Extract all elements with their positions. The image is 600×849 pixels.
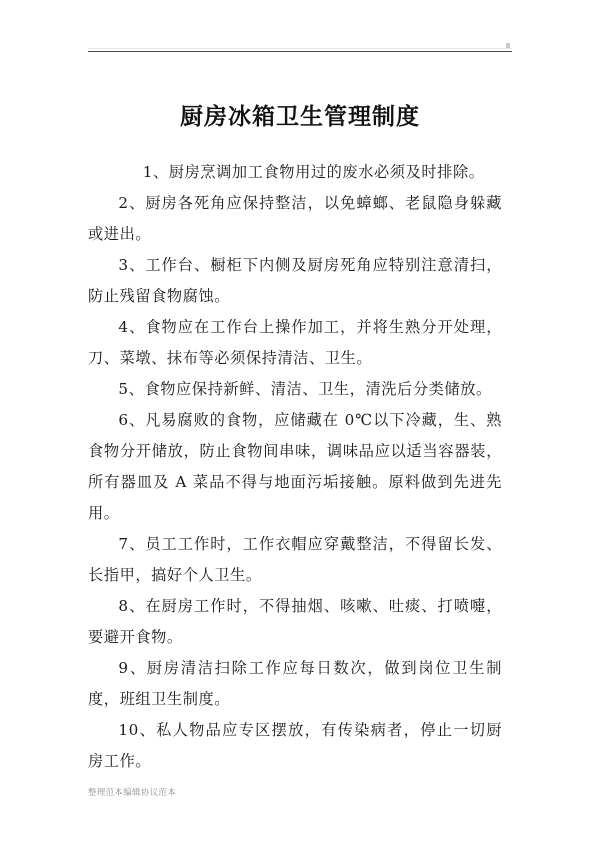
footer-note: 整理范本编辑协议范本 — [88, 788, 177, 798]
clause-item-5: 5、食物应保持新鲜、清洁、卫生，清洗后分类储放。 — [118, 380, 492, 398]
clause-item-10: 10、私人物品应专区摆放，有传染病者，停止一切厨房工作。 — [88, 721, 502, 770]
header-rule-shadow — [88, 48, 512, 49]
clause-item-4: 4、食物应在工作台上操作加工，并将生熟分开处理，刀、菜墩、抹布等必须保持清洁、卫生。 — [88, 318, 502, 367]
clause-list — [88, 157, 502, 777]
clause-item-8: 8、在厨房工作时，不得抽烟、咳嗽、吐痰、打喷嚏，要避开食物。 — [88, 597, 502, 646]
page-header — [0, 0, 600, 62]
clause-item-9: 9、厨房清洁扫除工作应每日数次，做到岗位卫生制度，班组卫生制度。 — [88, 659, 502, 708]
clause-item-7: 7、员工工作时，工作衣帽应穿戴整洁，不得留长发、长指甲，搞好个人卫生。 — [88, 535, 502, 584]
clause-item-3: 3、工作台、橱柜下内侧及厨房死角应特别注意清扫，防止残留食物腐蚀。 — [88, 256, 502, 305]
clause-item-1: 1、厨房烹调加工食物用过的废水必须及时排除。 — [142, 163, 485, 181]
header-corner-mark-icon — [506, 43, 510, 48]
clause-item-6: 6、凡易腐败的食物，应储藏在 0℃以下冷藏，生、熟食物分开储放，防止食物间串味，调味品应以适当容器装，所有器皿及 A 菜品不得与地面污垢接触。原料做到先进先用。 — [88, 411, 502, 522]
page-title: 厨房冰箱卫生管理制度 — [180, 103, 420, 130]
clause-item-2: 2、厨房各死角应保持整洁，以免蟑螂、老鼠隐身躲藏或进出。 — [88, 194, 502, 243]
header-horizontal-rule — [88, 51, 512, 52]
